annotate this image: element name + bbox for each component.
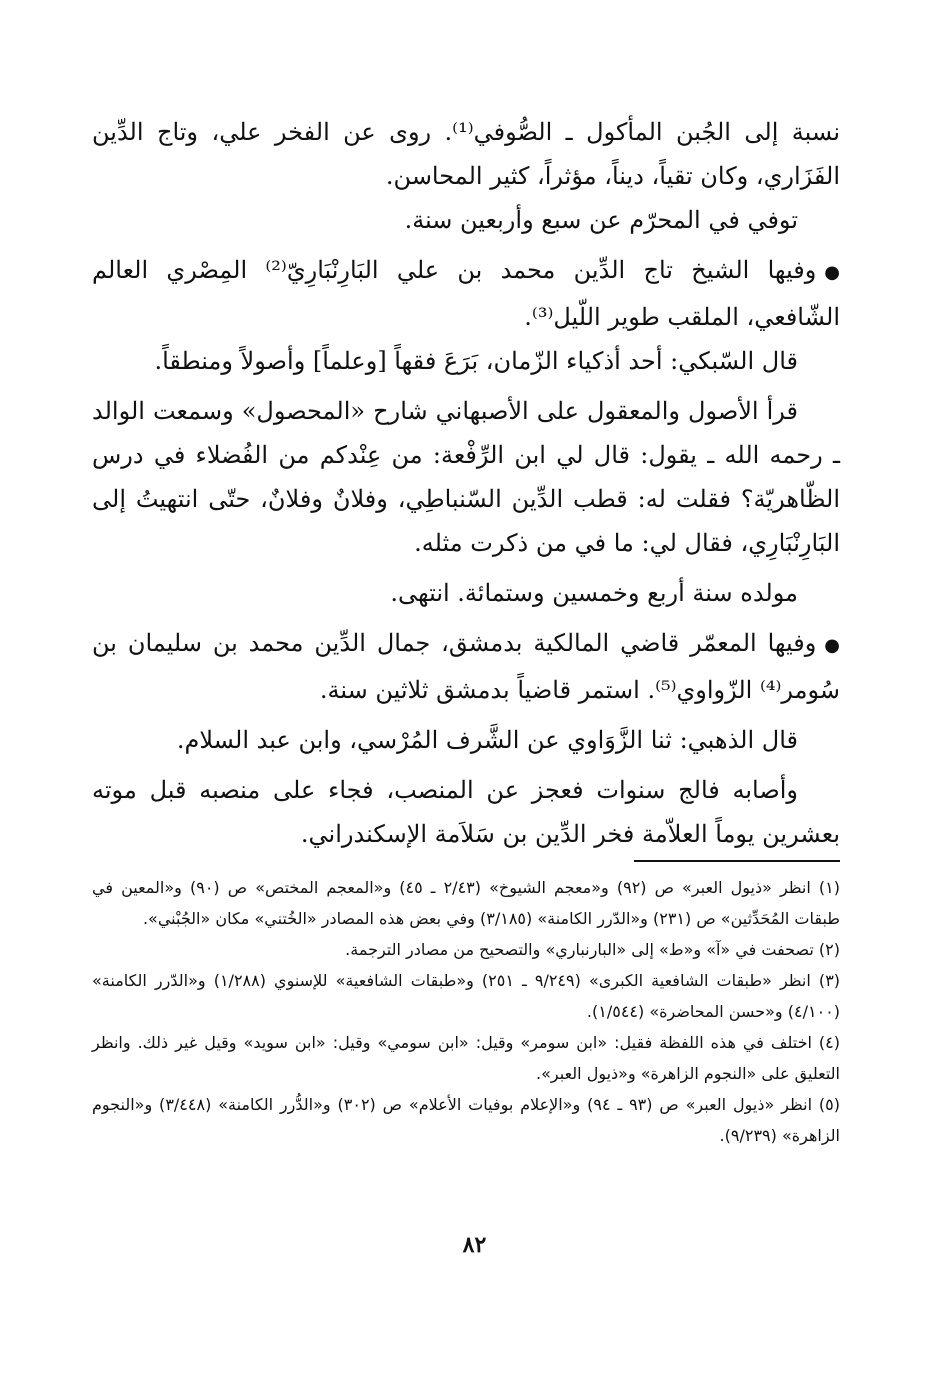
paragraph: توفي في المحرّم عن سبع وأربعين سنة. [404, 206, 798, 234]
bullet-icon: ● [824, 635, 840, 656]
footnote-4: (٤) اختلف في هذه اللفظة فقيل: «ابن سومر» وقيل: «ابن سومي» وقيل: «ابن سويد» وقيل غير ذلك. وانظر التعليق على «النجوم الزاهرة» و«ذيول العبر». [92, 1033, 840, 1083]
body-text [92, 110, 840, 856]
paragraph: مولده سنة أربع وخمسين وستمائة. انتهى. [390, 579, 798, 607]
footnote-separator [634, 860, 840, 862]
paragraph: قرأ الأصول والمعقول على الأصبهاني شارح «المحصول» وسمعت الوالد ـ رحمه الله ـ يقول: قال لي ابن الرِّفْعة: من عِنْدكم من الفُضلاء في درس الظّاهريّة؟ فقلت له: قطب الدِّين السّنباطِي، وفلانٌ وفلانٌ، حتّى انتهيتُ إلى البَارِنْبَارِي، فقال لي: ما في من ذكرت مثله. [92, 397, 840, 557]
footnote-5: (٥) انظر «ذيول العبر» ص (٩٣ ـ ٩٤) و«الإعلام بوفيات الأعلام» ص (٣٠٢) و«الدُّرر الكامنة» (٣/٤٤٨) و«النجوم الزاهرة» (٩/٢٣٩). [92, 1095, 840, 1145]
paragraph: قال السّبكي: أحد أذكياء الزّمان، بَرَعَ فقهاً [وعلماً] وأصولاً ومنطقاً. [154, 347, 798, 375]
footnote-1: (١) انظر «ذيول العبر» ص (٩٢) و«معجم الشيوخ» (٢/٤٣ ـ ٤٥) و«المعجم المختص» ص (٩٠) و«المعين في طبقات المُحَدِّثين» ص (٢٣١) و«الدّرر الكامنة» (٣/١٨٥) وفي بعض هذه المصادر «الخُتني» مكان «الجُبْني». [92, 878, 840, 928]
paragraph: نسبة إلى الجُبن المأكول ـ الصُّوفي⁽¹⁾. روى عن الفخر علي، وتاج الدِّين الفَزَاري، وكان تقياً، ديناً، مؤثراً، كثير المحاسن. [92, 118, 840, 190]
footnote-2: (٢) تصحفت في «آ» و«ط» إلى «البارنباري» والتصحيح من مصادر الترجمة. [345, 940, 840, 959]
paragraph-bulleted: ●وفيها المعمّر قاضي المالكية بدمشق، جمال الدِّين محمد بن سليمان بن سُومر⁽⁴⁾ الزّواوي⁽⁵⁾. استمر قاضياً بدمشق ثلاثين سنة. [92, 621, 840, 712]
bullet-icon: ● [824, 262, 840, 283]
footnote-3: (٣) انظر «طبقات الشافعية الكبرى» (٩/٢٤٩ ـ ٢٥١) و«طبقات الشافعية» للإسنوي (١/٢٨٨) و«الدّرر الكامنة» (٤/١٠٠) و«حسن المحاضرة» (١/٥٤٤). [92, 971, 841, 1021]
paragraph: قال الذهبي: ثنا الزَّوَاوي عن الشَّرف المُرْسي، وابن عبد السلام. [176, 726, 798, 754]
paragraph: وأصابه فالج سنوات فعجز عن المنصب، فجاء على منصبه قبل موته بعشرين يوماً العلاّمة فخر الدِّين بن سَلاَمة الإسكندراني. [92, 776, 840, 848]
footnotes [92, 872, 840, 1151]
paragraph-bulleted: ●وفيها الشيخ تاج الدِّين محمد بن علي البَارِنْبَارِيّ⁽²⁾ المِصْري العالم الشّافعي، الملقب طوير اللّيل⁽³⁾. [92, 248, 840, 339]
page-number: ٨٢ [462, 1232, 487, 1258]
